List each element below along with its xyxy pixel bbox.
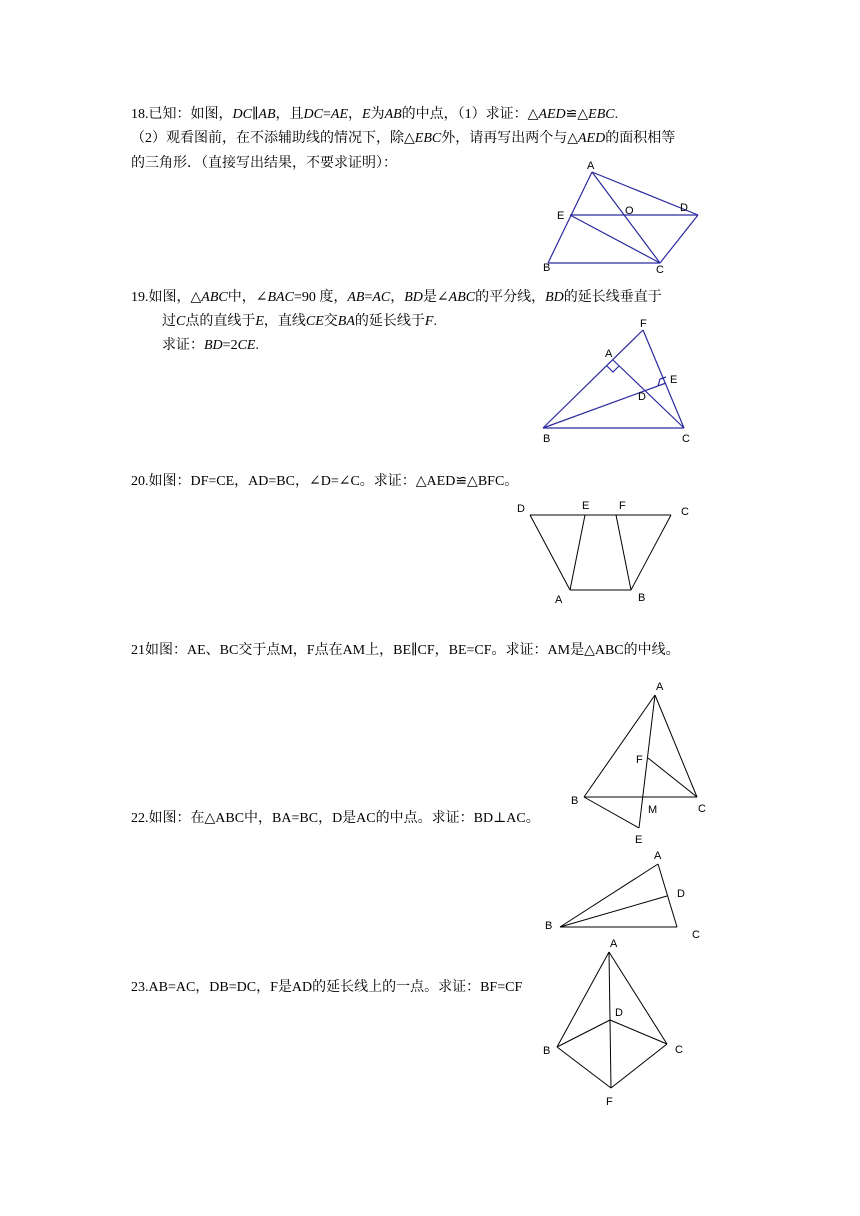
point-label-C: C: [698, 803, 706, 815]
text: 的延长线于: [354, 314, 425, 329]
text: 是∠: [422, 290, 449, 305]
text: .: [433, 314, 437, 329]
text: 19.如图，△: [131, 290, 202, 305]
point-label-C: C: [675, 1044, 683, 1056]
text: EBC: [588, 107, 615, 122]
point-label-D: D: [638, 391, 646, 403]
point-label-B: B: [571, 795, 579, 807]
point-label-B: B: [543, 433, 551, 445]
point-label-B: B: [545, 920, 553, 932]
text: .: [255, 338, 259, 353]
point-label-B: B: [638, 592, 646, 604]
text: BD: [404, 290, 423, 305]
point-label-F: F: [606, 1096, 613, 1108]
text: =: [322, 107, 331, 122]
problem-18-line-3: 的三角形．（直接写出结果，不要求证明）：: [131, 156, 397, 171]
text: ，直线: [263, 314, 306, 329]
text: ABC: [201, 290, 228, 305]
point-label-A: A: [605, 348, 613, 360]
text: 的面积相等: [605, 131, 676, 146]
point-label-E: E: [557, 210, 565, 222]
point-label-C: C: [681, 506, 689, 518]
text: ，: [390, 290, 405, 305]
text: 外，请再写出两个与△: [441, 131, 578, 146]
text: BD: [204, 338, 223, 353]
text: AC: [372, 290, 391, 305]
text: E: [255, 314, 264, 329]
text: ，且: [275, 107, 304, 122]
text: 的平分线，: [475, 290, 546, 305]
text: ，: [348, 107, 362, 122]
text: BA: [337, 314, 355, 329]
point-label-D: D: [677, 888, 685, 900]
segment-AB: [557, 952, 609, 1047]
text: EBC: [414, 131, 442, 146]
text: CE: [305, 314, 324, 329]
segment-AC: [609, 952, 667, 1044]
segment-DC: [610, 1020, 667, 1044]
point-label-D: D: [680, 202, 688, 214]
point-label-A: A: [656, 681, 664, 693]
problem-20-text: 20.如图：DF=CE，AD=BC，∠D=∠C。求证：△AED≌△BFC。: [131, 474, 519, 489]
point-label-E: E: [670, 374, 678, 386]
text: 18.已知：如图，: [131, 107, 233, 122]
text: ABC: [448, 290, 476, 305]
text: （2）观看图前，在不添辅助线的情况下，除△: [131, 131, 415, 146]
text: AED: [578, 131, 606, 146]
point-label-A: A: [654, 850, 662, 862]
point-label-C: C: [656, 264, 664, 276]
problem-23-text: 23.AB=AC，DB=DC，F是AD的延长线上的一点。求证：BF=CF: [131, 980, 523, 995]
point-label-D: D: [615, 1007, 623, 1019]
text: =: [364, 290, 373, 305]
text: CE: [237, 338, 256, 353]
point-label-A: A: [587, 160, 595, 172]
text: 求证：: [162, 338, 204, 353]
text: C: [176, 314, 186, 329]
segment-CF: [611, 1044, 667, 1088]
text: E: [362, 107, 371, 122]
text: =90 度，: [293, 290, 348, 305]
text: F: [424, 314, 434, 329]
text: AB: [384, 107, 402, 122]
text: ∥: [251, 107, 259, 122]
point-label-O: O: [625, 205, 634, 217]
problem-21-text: 21如图：AE、BC交于点M，F点在AM上，BE∥CF，BE=CF。求证：AM是△ABC的中线。: [131, 643, 680, 658]
text: 的延长线垂直于: [563, 290, 662, 305]
point-label-D: D: [517, 503, 525, 515]
text: ≌△: [565, 107, 589, 122]
problem-22-text: 22.如图：在△ABC中，BA=BC，D是AC的中点。求证：BD⊥AC。: [131, 811, 540, 826]
text: 为: [370, 107, 385, 122]
point-label-C: C: [682, 433, 690, 445]
point-label-A: A: [555, 594, 563, 606]
text: AB: [347, 290, 365, 305]
text: 过: [162, 314, 176, 329]
text: BAC: [267, 290, 294, 305]
text: 的中点，（1）求证：△: [401, 107, 539, 122]
text: BD: [545, 290, 564, 305]
point-label-E: E: [582, 500, 590, 512]
point-label-E: E: [635, 834, 643, 846]
text: =2: [222, 338, 238, 353]
text: AB: [258, 107, 276, 122]
point-label-C: C: [692, 929, 700, 941]
text: AED: [538, 107, 566, 122]
text: 点的直线于: [185, 314, 256, 329]
text: .: [614, 107, 619, 122]
text: 中，∠: [227, 290, 268, 305]
text: DC: [232, 107, 252, 122]
point-label-A: A: [610, 938, 618, 950]
point-label-M: M: [648, 804, 658, 816]
point-label-B: B: [543, 1045, 551, 1057]
text: 交: [323, 314, 338, 329]
point-label-F: F: [636, 754, 643, 766]
point-label-F: F: [619, 500, 626, 512]
text: AE: [330, 107, 348, 122]
segment-BF: [557, 1047, 611, 1088]
point-label-F: F: [640, 318, 647, 330]
point-label-B: B: [543, 262, 551, 274]
text: DC: [303, 107, 323, 122]
